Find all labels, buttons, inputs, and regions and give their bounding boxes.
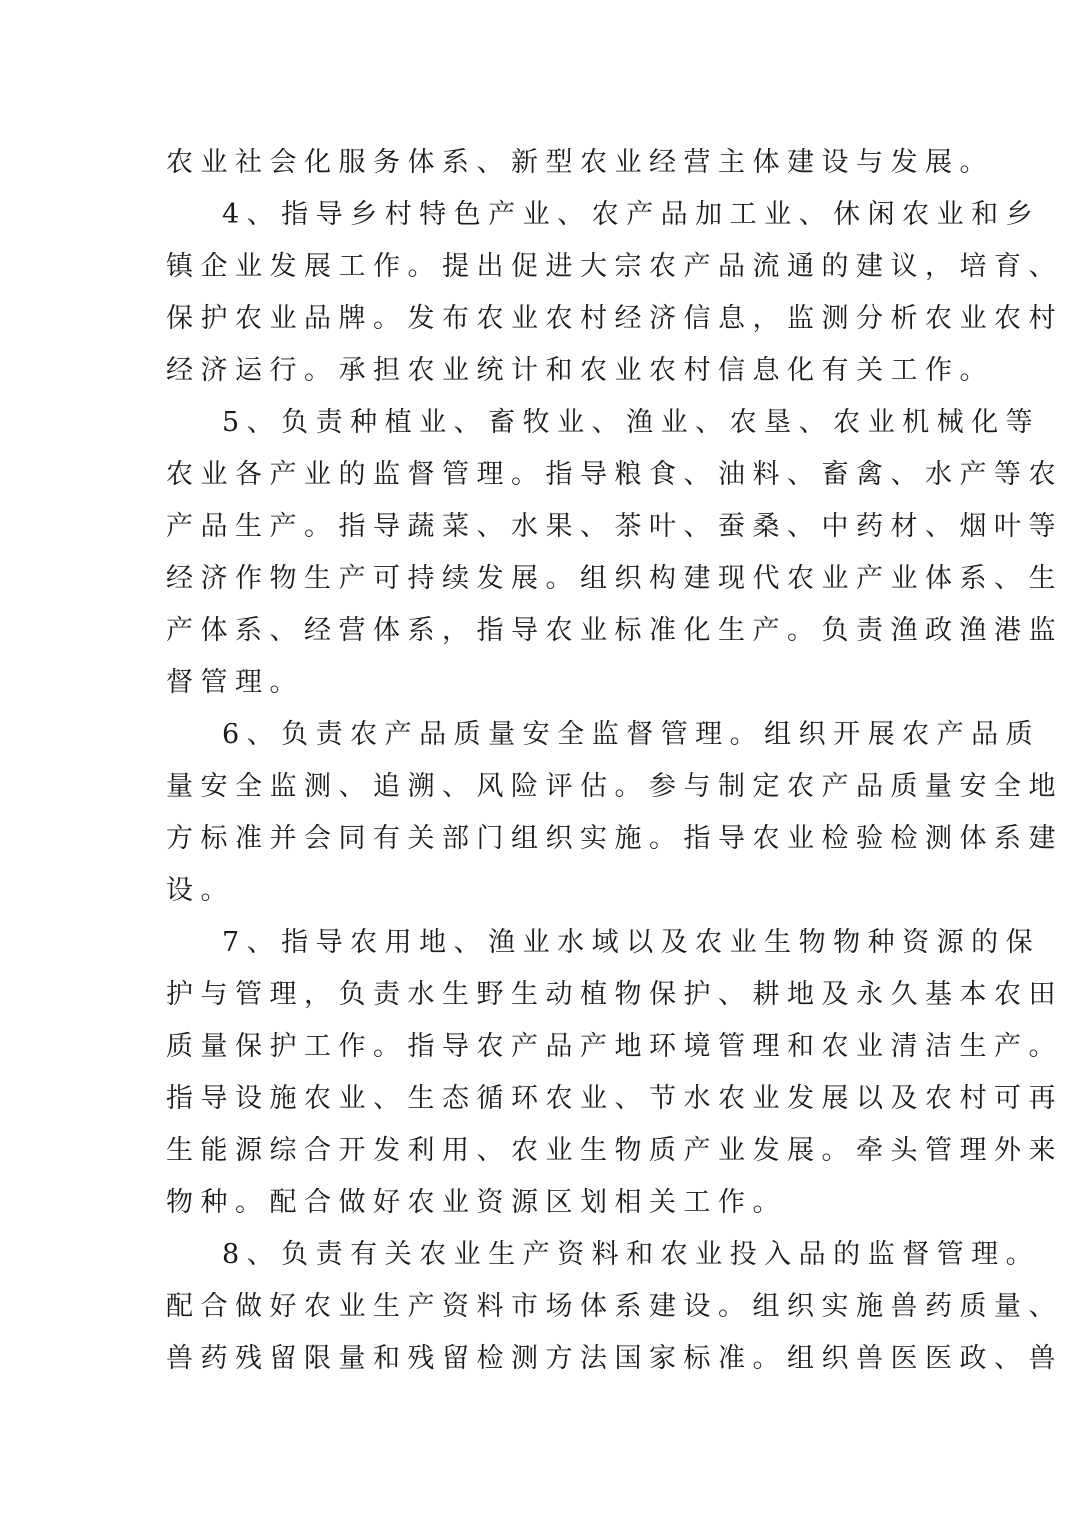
text-line: 质量保护工作。指导农产品产地环境管理和农业清洁生产。 [166, 1031, 1063, 1062]
text-line: 物种。配合做好农业资源区划相关工作。 [166, 1187, 787, 1218]
text-line: 农业社会化服务体系、新型农业经营主体建设与发展。 [166, 147, 994, 178]
text-line: 兽药残留限量和残留检测方法国家标准。组织兽医医政、兽 [166, 1343, 1063, 1374]
text-line: 配合做好农业生产资料市场体系建设。组织实施兽药质量、 [166, 1291, 1063, 1322]
text-line: 督管理。 [166, 667, 304, 698]
text-line: 方标准并会同有关部门组织实施。指导农业检验检测体系建 [166, 823, 1063, 854]
paragraph-7-start: 7、指导农用地、渔业水域以及农业生物物种资源的保 [222, 927, 1041, 958]
text-line: 镇企业发展工作。提出促进大宗农产品流通的建议，培育、 [166, 251, 1063, 282]
document-body [166, 137, 1063, 1385]
paragraph-8-start: 8、负责有关农业生产资料和农业投入品的监督管理。 [222, 1239, 1041, 1270]
text-line: 指导设施农业、生态循环农业、节水农业发展以及农村可再 [166, 1083, 1063, 1114]
text-line: 保护农业品牌。发布农业农村经济信息，监测分析农业农村 [166, 303, 1063, 334]
paragraph-5-start: 5、负责种植业、畜牧业、渔业、农垦、农业机械化等 [222, 407, 1041, 438]
text-line: 农业各产业的监督管理。指导粮食、油料、畜禽、水产等农 [166, 459, 1063, 490]
text-line: 设。 [166, 875, 235, 906]
text-line: 产品生产。指导蔬菜、水果、茶叶、蚕桑、中药材、烟叶等 [166, 511, 1063, 542]
text-line: 生能源综合开发利用、农业生物质产业发展。牵头管理外来 [166, 1135, 1063, 1166]
text-line: 经济作物生产可持续发展。组织构建现代农业产业体系、生 [166, 563, 1063, 594]
paragraph-6-start: 6、负责农产品质量安全监督管理。组织开展农产品质 [222, 719, 1041, 750]
paragraph-4-start: 4、指导乡村特色产业、农产品加工业、休闲农业和乡 [222, 199, 1041, 230]
text-line: 量安全监测、追溯、风险评估。参与制定农产品质量安全地 [166, 771, 1063, 802]
text-line: 产体系、经营体系，指导农业标准化生产。负责渔政渔港监 [166, 615, 1063, 646]
text-line: 经济运行。承担农业统计和农业农村信息化有关工作。 [166, 355, 994, 386]
text-line: 护与管理，负责水生野生动植物保护、耕地及永久基本农田 [166, 979, 1063, 1010]
